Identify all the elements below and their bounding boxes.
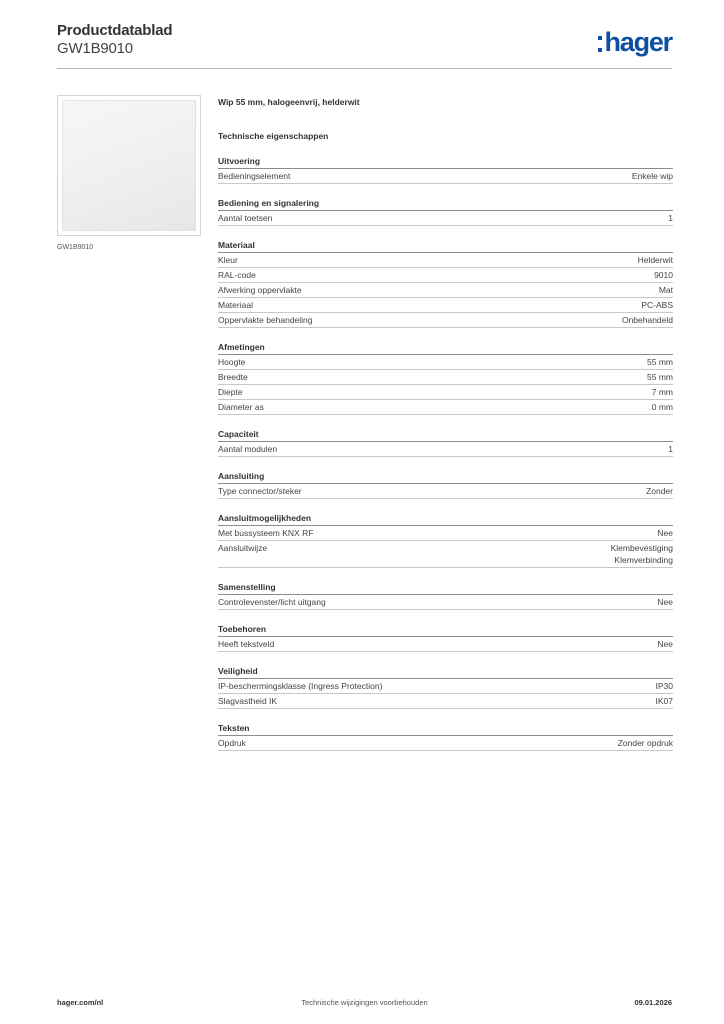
spec-row bbox=[218, 595, 673, 610]
spec-row bbox=[218, 526, 673, 541]
spec-group-title: Samenstelling bbox=[218, 581, 673, 595]
spec-value bbox=[654, 269, 673, 281]
spec-row bbox=[218, 169, 673, 184]
spec-row bbox=[218, 400, 673, 415]
spec-value-line: 9010 bbox=[654, 270, 673, 280]
spec-label: Heeft tekstveld bbox=[218, 639, 275, 649]
spec-value bbox=[656, 680, 674, 692]
product-code: GW1B9010 bbox=[57, 40, 133, 57]
spec-label: Type connector/steker bbox=[218, 486, 302, 496]
spec-value bbox=[652, 386, 673, 398]
spec-groups bbox=[218, 155, 673, 751]
spec-label: Diepte bbox=[218, 387, 243, 397]
spec-value-line: Klembevestiging bbox=[610, 543, 673, 553]
image-caption: GW1B9010 bbox=[57, 244, 94, 251]
spec-value bbox=[657, 638, 673, 650]
switch-plate-image bbox=[62, 100, 196, 231]
spec-value-line: IP30 bbox=[655, 681, 673, 691]
logo-text: hager bbox=[604, 26, 672, 57]
spec-value bbox=[622, 314, 673, 326]
spec-group-title: Uitvoering bbox=[218, 155, 673, 169]
spec-value-line: IK07 bbox=[655, 696, 673, 706]
section-heading: Technische eigenschappen bbox=[218, 131, 329, 141]
spec-group-title: Capaciteit bbox=[218, 428, 673, 442]
spec-value-line: Zonder bbox=[646, 486, 673, 496]
spec-row bbox=[218, 694, 673, 709]
footer-date: 09.01.2026 bbox=[634, 998, 672, 1007]
spec-group-title: Bediening en signalering bbox=[218, 197, 673, 211]
spec-label: Materiaal bbox=[218, 300, 253, 310]
spec-value bbox=[647, 356, 673, 368]
spec-row bbox=[218, 541, 673, 568]
spec-value bbox=[641, 299, 673, 311]
hager-logo bbox=[598, 28, 672, 56]
spec-group bbox=[218, 155, 673, 184]
spec-group bbox=[218, 239, 673, 328]
spec-value-line: 7 mm bbox=[651, 387, 673, 397]
header-divider bbox=[57, 68, 672, 69]
document-title: Productdatablad bbox=[57, 22, 173, 39]
spec-row bbox=[218, 736, 673, 751]
spec-value bbox=[657, 596, 673, 608]
spec-group bbox=[218, 722, 673, 751]
spec-label: Hoogte bbox=[218, 357, 246, 367]
footer-website: hager.com/nl bbox=[57, 998, 104, 1007]
spec-label: Kleur bbox=[218, 255, 238, 265]
spec-value bbox=[611, 542, 673, 566]
page-header bbox=[57, 20, 672, 68]
product-image bbox=[57, 95, 201, 236]
spec-label: Diameter as bbox=[218, 402, 264, 412]
spec-value bbox=[656, 695, 674, 707]
spec-value-line: Zonder opdruk bbox=[617, 738, 673, 748]
spec-value bbox=[618, 737, 673, 749]
spec-group-title: Aansluiting bbox=[218, 470, 673, 484]
spec-row bbox=[218, 385, 673, 400]
spec-label: Breedte bbox=[218, 372, 248, 382]
spec-group bbox=[218, 623, 673, 652]
spec-row bbox=[218, 442, 673, 457]
spec-row bbox=[218, 253, 673, 268]
spec-value bbox=[652, 401, 673, 413]
spec-value-line: 1 bbox=[668, 444, 673, 454]
spec-group bbox=[218, 428, 673, 457]
spec-row bbox=[218, 283, 673, 298]
spec-row bbox=[218, 637, 673, 652]
spec-value bbox=[668, 212, 673, 224]
spec-value-line: Helderwit bbox=[637, 255, 673, 265]
spec-label: Aantal toetsen bbox=[218, 213, 273, 223]
spec-value bbox=[638, 254, 673, 266]
spec-row bbox=[218, 355, 673, 370]
page-footer bbox=[57, 998, 672, 1010]
spec-group-title: Teksten bbox=[218, 722, 673, 736]
spec-label: Opdruk bbox=[218, 738, 246, 748]
logo-colon-icon bbox=[598, 36, 602, 52]
spec-value-line: Nee bbox=[657, 597, 673, 607]
spec-value-line: 1 bbox=[668, 213, 673, 223]
product-description: Wip 55 mm, halogeenvrij, helderwit bbox=[218, 97, 360, 107]
spec-group-title: Afmetingen bbox=[218, 341, 673, 355]
spec-value bbox=[659, 284, 673, 296]
spec-label: RAL-code bbox=[218, 270, 256, 280]
spec-label: Oppervlakte behandeling bbox=[218, 315, 313, 325]
spec-group bbox=[218, 470, 673, 499]
spec-value-line: Mat bbox=[658, 285, 673, 295]
spec-group bbox=[218, 197, 673, 226]
spec-label: Afwerking oppervlakte bbox=[218, 285, 302, 295]
spec-group bbox=[218, 581, 673, 610]
spec-label: Aansluitwijze bbox=[218, 543, 268, 553]
spec-value bbox=[657, 527, 673, 539]
spec-label: Aantal modulen bbox=[218, 444, 278, 454]
spec-group-title: Aansluitmogelijkheden bbox=[218, 512, 673, 526]
spec-value-line: 55 mm bbox=[647, 357, 673, 367]
spec-label: Met bussysteem KNX RF bbox=[218, 528, 314, 538]
spec-value bbox=[646, 485, 673, 497]
spec-group bbox=[218, 341, 673, 415]
spec-value bbox=[632, 170, 673, 182]
spec-row bbox=[218, 484, 673, 499]
spec-group-title: Veiligheid bbox=[218, 665, 673, 679]
spec-row bbox=[218, 298, 673, 313]
spec-row bbox=[218, 313, 673, 328]
footer-disclaimer: Technische wijzigingen voorbehouden bbox=[301, 998, 428, 1007]
spec-value-line: Enkele wip bbox=[631, 171, 673, 181]
spec-group bbox=[218, 665, 673, 709]
spec-value-line: Nee bbox=[657, 639, 673, 649]
spec-value-line: PC-ABS bbox=[641, 300, 673, 310]
spec-value-line: Onbehandeld bbox=[621, 315, 673, 325]
spec-row bbox=[218, 211, 673, 226]
spec-group-title: Materiaal bbox=[218, 239, 673, 253]
spec-row bbox=[218, 268, 673, 283]
spec-value-line: Klemverbinding bbox=[614, 555, 673, 565]
spec-label: IP-beschermingsklasse (Ingress Protection) bbox=[218, 681, 383, 691]
spec-label: Slagvastheid IK bbox=[218, 696, 278, 706]
spec-group-title: Toebehoren bbox=[218, 623, 673, 637]
spec-label: Bedieningselement bbox=[218, 171, 291, 181]
spec-value-line: 55 mm bbox=[647, 372, 673, 382]
spec-content bbox=[218, 96, 673, 751]
spec-label: Controlevenster/licht uitgang bbox=[218, 597, 326, 607]
spec-row bbox=[218, 679, 673, 694]
spec-row bbox=[218, 370, 673, 385]
spec-value bbox=[668, 443, 673, 455]
spec-group bbox=[218, 512, 673, 568]
spec-value-line: Nee bbox=[657, 528, 673, 538]
spec-value bbox=[647, 371, 673, 383]
spec-value-line: 0 mm bbox=[651, 402, 673, 412]
